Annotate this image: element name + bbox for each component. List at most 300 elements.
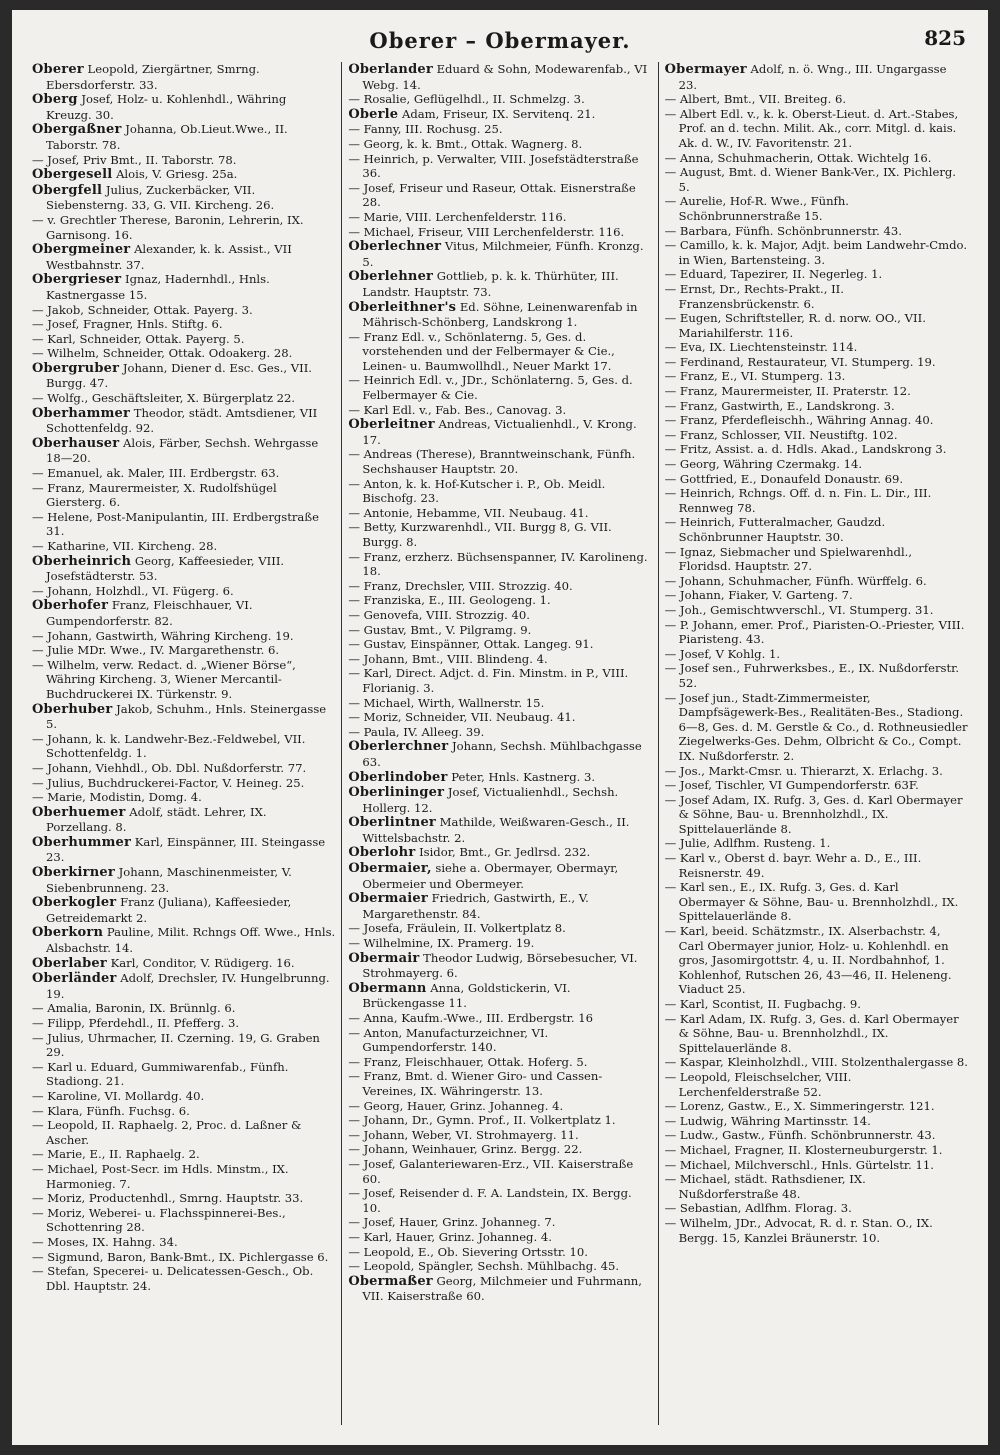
directory-entry <box>348 770 651 786</box>
entry-text: — Leopold, Fleischselcher, VIII. Lerchenfelderstraße 52. <box>664 1069 852 1099</box>
entry-text: — Karl, beeid. Schätzmstr., IX. Alserbachstr. 4, Carl Obermayer junior, Holz- u. Kohlenhdl. en gros, Jasomirgottstr. 4, u. II. Nordbahnhof, 1. Kohlenhof, Rutschen 26, 43—46, II. Heleneng. Viaduct 25. <box>664 924 952 997</box>
entry-text: — Johann, k. k. Landwehr-Bez.-Feldwebel, VII. Schottenfeldg. 1. <box>32 731 306 761</box>
entry-surname: Oberleitner <box>348 417 435 433</box>
entry-text: Ignaz, Hadernhdl., Hnls. Kastnergasse 15. <box>46 272 270 302</box>
directory-entry <box>348 300 651 330</box>
directory-entry <box>32 805 335 835</box>
column-middle <box>341 62 657 1425</box>
entry-text: — Marie, VIII. Lerchenfelderstr. 116. <box>348 209 567 224</box>
directory-entry <box>665 355 968 370</box>
directory-entry <box>665 545 968 574</box>
directory-entry <box>665 851 968 880</box>
entry-surname: Oberhauser <box>32 435 120 451</box>
directory-entry <box>348 330 651 374</box>
directory-entry <box>665 340 968 355</box>
entry-text: — Michael, Fragner, II. Klosterneuburgerstr. 1. <box>664 1142 943 1157</box>
entry-surname: Oberkorn <box>32 925 104 941</box>
entry-text: — Rosalie, Geflügelhdl., II. Schmelzg. 3. <box>348 92 585 107</box>
entry-text: Theodor, städt. Amtsdiener, VII Schottenfeldg. 92. <box>46 405 318 436</box>
entry-text: — Heinrich, p. Verwalter, VIII. Josefstädterstraße 36. <box>348 151 639 181</box>
directory-entry <box>32 925 335 955</box>
directory-entry <box>32 1118 335 1147</box>
directory-entry <box>665 997 968 1012</box>
entry-text: Theodor Ludwig, Börsebesucher, VI. Strohmayerg. 6. <box>362 950 638 981</box>
entry-text: — Julius, Buchdruckerei-Factor, V. Heineg. 25. <box>32 775 305 790</box>
entry-text: — Leopold, II. Raphaelg. 2, Proc. d. Laßner & Ascher. <box>32 1118 302 1147</box>
entry-text: — Josef, Fragner, Hnls. Stiftg. 6. <box>32 317 223 332</box>
directory-entry <box>665 92 968 107</box>
entry-surname: Oberlehner <box>348 269 434 285</box>
entry-text: — Sigmund, Baron, Bank-Bmt., IX. Pichlergasse 6. <box>32 1249 329 1264</box>
directory-entry <box>32 62 335 92</box>
directory-entry <box>32 391 335 406</box>
directory-entry <box>32 1016 335 1031</box>
entry-text: Johann, Sechsh. Mühlbachgasse 63. <box>362 739 642 769</box>
directory-entry <box>32 406 335 436</box>
directory-entry <box>348 403 651 418</box>
directory-entry <box>32 317 335 332</box>
entry-text: — Stefan, Specerei- u. Delicatessen-Gesch., Ob. Dbl. Hauptstr. 24. <box>32 1264 314 1293</box>
directory-entry <box>348 815 651 845</box>
entry-text: — Eduard, Tapezirer, II. Negerleg. 1. <box>664 267 883 282</box>
entry-text: Julius, Zuckerbäcker, VII. Siebensterng. 33, G. VII. Kircheng. 26. <box>46 182 275 213</box>
entry-text: — Ludwig, Währing Martinsstr. 14. <box>664 1113 871 1128</box>
entry-text: — Gottfried, E., Donaufeld Donaustr. 69. <box>664 471 904 486</box>
directory-entry <box>348 1259 651 1274</box>
directory-entry <box>32 1001 335 1016</box>
entry-text: — Josef Adam, IX. Rufg. 3, Ges. d. Karl Obermayer & Söhne, Bau- u. Brennholzhdl., IX. Spittelauerlände 8. <box>664 792 963 836</box>
entry-text: — Johann, Viehhdl., Ob. Dbl. Nußdorferstr. 77. <box>32 760 307 775</box>
directory-entry <box>665 793 968 837</box>
entry-text: Georg, Kaffeesieder, VIII. Josefstädterstr. 53. <box>46 553 285 584</box>
directory-entry <box>348 1245 651 1260</box>
entry-text: — Josef, Reisender d. F. A. Landstein, IX. Bergg. 10. <box>348 1186 632 1215</box>
directory-entry <box>348 696 651 711</box>
directory-entry <box>348 225 651 240</box>
entry-text: — Johann, Bmt., VIII. Blindeng. 4. <box>348 651 548 666</box>
entry-text: Friedrich, Gastwirth, E., V. Margarethenstr. 84. <box>362 891 589 921</box>
entry-text: siehe a. Obermayer, Obermayr, Obermeier und Obermeyer. <box>362 861 619 891</box>
column-right <box>658 62 974 1425</box>
entry-text: — Michael, Post-Secr. im Hdls. Minstm., IX. Harmonieg. 7. <box>32 1161 289 1191</box>
directory-entry <box>32 303 335 318</box>
directory-entry <box>348 921 651 936</box>
entry-surname: Oberhofer <box>32 598 109 614</box>
entry-text: — Moses, IX. Hahng. 34. <box>32 1234 178 1249</box>
entry-text: — v. Grechtler Therese, Baronin, Lehrerin, IX. Garnisong. 16. <box>32 212 304 242</box>
directory-entry <box>665 399 968 414</box>
directory-entry <box>665 836 968 851</box>
entry-text: — P. Johann, emer. Prof., Piaristen-O.-Priester, VIII. Piaristeng. 43. <box>664 617 965 647</box>
directory-entry <box>665 428 968 443</box>
entry-text: — Ferdinand, Restaurateur, VI. Stumperg. 19. <box>664 354 936 369</box>
entry-text: Johann, Maschinenmeister, V. Siebenbrunneng. 23. <box>46 865 292 895</box>
entry-text: — Ignaz, Siebmacher und Spielwarenhdl., Floridsd. Hauptstr. 27. <box>664 544 913 574</box>
directory-entry <box>348 373 651 402</box>
entry-text: — Betty, Kurzwarenhdl., VII. Burgg 8, G. VII. Burgg. 8. <box>348 520 612 549</box>
column-left <box>26 62 341 1425</box>
entry-text: — Karl, Schneider, Ottak. Payerg. 5. <box>32 331 245 346</box>
entry-text: — Michael, Milchverschl., Hnls. Gürtelstr. 11. <box>664 1157 934 1172</box>
directory-entry <box>348 210 651 225</box>
directory-entry <box>665 457 968 472</box>
directory-entry <box>665 1201 968 1216</box>
entry-text: — Sebastian, Adlfhm. Florag. 3. <box>664 1201 852 1216</box>
directory-entry <box>348 1230 651 1245</box>
entry-text: — Franziska, E., III. Geologeng. 1. <box>348 593 551 608</box>
entry-text: — Leopold, Spängler, Sechsh. Mühlbachg. 45. <box>348 1259 620 1274</box>
entry-text: Franz, Fleischhauer, VI. Gumpendorferstr. 82. <box>46 598 253 628</box>
entry-text: — Franz Edl. v., Schönlaterng. 5, Ges. d. vorstehenden und der Felbermayer & Cie., Leinen- u. Baumwollhdl., Neuer Markt 17. <box>348 329 615 373</box>
entry-text: — Franz, Schlosser, VII. Neustiftg. 102. <box>664 427 898 442</box>
entry-surname: Obergruber <box>32 360 120 376</box>
entry-text: — Karl, Hauer, Grinz. Johanneg. 4. <box>348 1229 552 1244</box>
directory-entry <box>665 151 968 166</box>
directory-entry <box>348 652 651 667</box>
page-header <box>12 28 988 60</box>
directory-entry <box>348 739 651 769</box>
entry-text: Alois, Färber, Sechsh. Wehrgasse 18—20. <box>46 435 319 466</box>
entry-text: Mathilde, Weißwaren-Gesch., II. Wittelsbachstr. 2. <box>362 815 630 845</box>
entry-text: — Joh., Gemischtwverschl., VI. Stumperg. 31. <box>664 602 934 617</box>
entry-text: — Katharine, VII. Kircheng. 28. <box>32 539 218 553</box>
entry-text: — Gustav, Einspänner, Ottak. Langeg. 91. <box>348 637 594 652</box>
entry-text: — Leopold, E., Ob. Sievering Ortsstr. 10. <box>348 1244 588 1259</box>
entry-text: — Josef, Galanteriewaren-Erz., VII. Kaiserstraße 60. <box>348 1156 634 1186</box>
entry-surname: Oberlininger <box>348 785 445 801</box>
entry-text: — Josef jun., Stadt-Zimmermeister, Dampfsägewerk-Bes., Realitäten-Bes., Stadiong. 6—8, Ges. d. M. Gerstle & Co., d. Rothneusiedler Ziegelwerks-Ges. Dehm, Olbricht & Co., Compt. IX. Nußdorferstr. 2. <box>664 690 968 763</box>
directory-entry <box>348 1128 651 1143</box>
directory-entry <box>32 167 335 183</box>
entry-text: Alexander, k. k. Assist., VII Westbahnstr. 37. <box>46 242 292 272</box>
entry-text: — Aurelie, Hof-R. Wwe., Fünfh. Schönbrunnerstraße 15. <box>664 194 849 223</box>
directory-entry <box>348 1099 651 1114</box>
directory-entry <box>348 936 651 951</box>
running-title: Oberer – Obermayer. <box>369 28 631 53</box>
entry-text: Johann, Diener d. Esc. Ges., VII. Burgg. 47. <box>46 360 312 391</box>
text-columns <box>26 62 974 1425</box>
directory-entry <box>348 520 651 549</box>
entry-text: Isidor, Bmt., Gr. Jedlrsd. 232. <box>419 845 591 860</box>
directory-entry <box>32 658 335 702</box>
directory-entry <box>32 1235 335 1250</box>
directory-entry <box>665 1070 968 1099</box>
directory-entry <box>348 506 651 521</box>
entry-text: Franz (Juliana), Kaffeesieder, Getreidemarkt 2. <box>46 895 292 925</box>
directory-entry <box>665 647 968 662</box>
directory-entry <box>665 691 968 764</box>
directory-entry <box>32 183 335 213</box>
entry-text: — Johann, Holzhdl., VI. Fügerg. 6. <box>32 583 234 598</box>
directory-entry <box>665 574 968 589</box>
entry-surname: Obermann <box>348 980 427 996</box>
entry-text: — Genovefa, VIII. Strozzig. 40. <box>348 607 530 622</box>
entry-text: — Franz, E., VI. Stumperg. 13. <box>664 369 846 384</box>
directory-entry <box>665 1099 968 1114</box>
directory-entry <box>32 1031 335 1060</box>
entry-text: — Wilhelm, JDr., Advocat, R. d. r. Stan. O., IX. Bergg. 15, Kanzlei Bräunerstr. 10. <box>664 1215 933 1245</box>
directory-entry <box>665 661 968 690</box>
directory-entry <box>348 92 651 107</box>
entry-surname: Obermaier, <box>348 861 432 877</box>
directory-entry <box>665 1143 968 1158</box>
entry-text: Gottlieb, p. k. k. Thürhüter, III. Landstr. Hauptstr. 73. <box>362 269 619 299</box>
entry-text: — Josef, Tischler, VI Gumpendorferstr. 63F. <box>664 778 919 793</box>
directory-entry <box>348 1215 651 1230</box>
entry-text: — Josef, Friseur und Raseur, Ottak. Eisnerstraße 28. <box>348 180 636 210</box>
entry-text: — Antonie, Hebamme, VII. Neubaug. 41. <box>348 505 589 520</box>
entry-text: — August, Bmt. d. Wiener Bank-Ver., IX. Pichlerg. 5. <box>664 165 956 194</box>
directory-entry <box>32 732 335 761</box>
directory-entry <box>665 224 968 239</box>
entry-surname: Obergesell <box>32 167 113 183</box>
directory-entry <box>348 637 651 652</box>
entry-text: — Andreas (Therese), Branntweinschank, Fünfh. Sechshauser Hauptstr. 20. <box>348 447 636 477</box>
entry-surname: Oberlaber <box>32 955 107 971</box>
entry-surname: Oberkirner <box>32 865 115 881</box>
directory-entry <box>665 107 968 151</box>
entry-text: — Heinrich, Rchngs. Off. d. n. Fin. L. Dir., III. Rennweg 78. <box>664 486 932 515</box>
directory-entry <box>665 880 968 924</box>
entry-text: — Heinrich, Futteralmacher, Gaudzd. Schönbrunner Hauptstr. 30. <box>664 515 886 544</box>
directory-entry <box>665 1216 968 1245</box>
entry-text: — Barbara, Fünfh. Schönbrunnerstr. 43. <box>664 223 902 238</box>
entry-text: Ed. Söhne, Leinenwarenfab in Mährisch-Schönberg, Landskrong 1. <box>362 299 638 330</box>
entry-text: — Franz, Maurermeister, X. Rudolfshügel Giersterg. 6. <box>32 480 277 510</box>
directory-entry <box>348 710 651 725</box>
entry-text: — Marie, Modistin, Domg. 4. <box>32 790 202 805</box>
entry-text: — Josef, V Kohlg. 1. <box>664 646 781 661</box>
directory-entry <box>32 790 335 805</box>
directory-entry <box>665 778 968 793</box>
entry-text: — Anna, Kaufm.-Wwe., III. Erdbergstr. 16 <box>348 1011 594 1025</box>
entry-surname: Oberländer <box>32 971 117 987</box>
entry-text: — Heinrich Edl. v., JDr., Schönlaterng. 5, Ges. d. Felbermayer & Cie. <box>348 373 633 403</box>
entry-text: Karl, Conditor, V. Rüdigerg. 16. <box>110 955 295 970</box>
entry-text: — Josef, Hauer, Grinz. Johanneg. 7. <box>348 1215 556 1230</box>
directory-entry <box>665 618 968 647</box>
entry-surname: Obergrieser <box>32 272 122 288</box>
directory-entry <box>32 865 335 895</box>
entry-text: — Jos., Markt-Cmsr. u. Thierarzt, X. Erlachg. 3. <box>664 763 943 778</box>
entry-surname: Oberleithner's <box>348 299 457 315</box>
directory-entry <box>665 384 968 399</box>
directory-entry <box>348 1157 651 1186</box>
directory-entry <box>348 951 651 981</box>
entry-text: — Anna, Schuhmacherin, Ottak. Wichtelg 16. <box>664 150 932 165</box>
entry-text: — Karoline, VI. Mollardg. 40. <box>32 1088 205 1103</box>
entry-text: — Marie, E., II. Raphaelg. 2. <box>32 1147 200 1162</box>
entry-text: — Franz, Pferdefleischh., Währing Annag. 40. <box>664 413 934 428</box>
directory-entry <box>32 1206 335 1235</box>
directory-entry <box>32 466 335 481</box>
directory-entry <box>348 623 651 638</box>
entry-text: — Anton, Manufacturzeichner, VI. Gumpendorferstr. 140. <box>348 1025 549 1055</box>
entry-text: — Gustav, Bmt., V. Pilgramg. 9. <box>348 622 532 637</box>
directory-entry <box>32 776 335 791</box>
entry-text: Eduard & Sohn, Modewarenfab., VI Webg. 14. <box>362 62 648 92</box>
entry-surname: Oberhummer <box>32 834 132 850</box>
directory-entry <box>32 1060 335 1089</box>
entry-surname: Obergaßner <box>32 122 122 138</box>
entry-text: Adolf, Drechsler, IV. Hungelbrunng. 19. <box>46 971 330 1001</box>
directory-entry <box>665 764 968 779</box>
directory-entry <box>32 272 335 302</box>
entry-text: — Josef, Priv Bmt., II. Taborstr. 78. <box>32 152 237 167</box>
entry-text: — Karl v., Oberst d. bayr. Wehr a. D., E., III. Reisnerstr. 49. <box>664 851 922 880</box>
directory-entry <box>32 895 335 925</box>
directory-entry <box>32 1191 335 1206</box>
directory-entry <box>32 481 335 510</box>
entry-surname: Oberle <box>348 106 399 122</box>
directory-entry <box>348 1186 651 1215</box>
entry-text: — Amalia, Baronin, IX. Brünnlg. 6. <box>32 1001 236 1016</box>
entry-surname: Oberhuber <box>32 701 113 717</box>
directory-entry <box>348 107 651 123</box>
directory-entry <box>32 539 335 554</box>
directory-entry <box>32 122 335 152</box>
directory-entry <box>348 550 651 579</box>
entry-text: Alois, V. Griesg. 25a. <box>116 167 238 182</box>
directory-entry <box>348 447 651 476</box>
entry-surname: Oberhuemer <box>32 804 126 820</box>
directory-entry <box>348 579 651 594</box>
entry-text: — Karl Edl. v., Fab. Bes., Canovag. 3. <box>348 402 567 417</box>
entry-text: — Franz, Bmt. d. Wiener Giro- und Cassen-Vereines, IX. Währingerstr. 13. <box>348 1069 603 1098</box>
entry-text: — Georg, Hauer, Grinz. Johanneg. 4. <box>348 1098 564 1113</box>
directory-entry <box>348 1026 651 1055</box>
entry-text: — Wilhelmine, IX. Pramerg. 19. <box>348 936 535 951</box>
directory-entry <box>665 194 968 223</box>
entry-text: Andreas, Victualienhdl., V. Krong. 17. <box>362 417 637 447</box>
directory-entry <box>348 891 651 921</box>
entry-text: — Michael, Friseur, VIII Lerchenfelderstr. 116. <box>348 224 625 239</box>
entry-text: — Franz, Drechsler, VIII. Strozzig. 40. <box>348 578 573 593</box>
directory-entry <box>665 1172 968 1201</box>
directory-entry <box>348 981 651 1011</box>
entry-surname: Oberlindober <box>348 769 448 785</box>
entry-text: Pauline, Milit. Rchngs Off. Wwe., Hnls. Alsbachstr. 14. <box>46 925 336 956</box>
directory-entry <box>348 477 651 506</box>
entry-text: — Julie, Adlfhm. Rusteng. 1. <box>664 836 831 851</box>
directory-entry <box>665 1114 968 1129</box>
entry-text: — Georg, Währing Czermakg. 14. <box>664 457 863 472</box>
entry-text: Josef, Holz- u. Kohlenhdl., Währing Kreuzg. 30. <box>46 92 287 122</box>
directory-entry <box>665 515 968 544</box>
directory-entry <box>665 603 968 618</box>
directory-entry <box>348 1274 651 1304</box>
entry-text: — Fritz, Assist. a. d. Hdls. Akad., Landskrong 3. <box>664 442 947 457</box>
entry-surname: Oberlechner <box>348 239 442 255</box>
directory-entry <box>665 282 968 311</box>
entry-surname: Oberheinrich <box>32 553 132 569</box>
entry-surname: Oberlintner <box>348 815 436 831</box>
directory-entry <box>665 1012 968 1056</box>
directory-entry <box>665 238 968 267</box>
directory-entry <box>348 785 651 815</box>
directory-entry <box>665 486 968 515</box>
entry-text: — Lorenz, Gastw., E., X. Simmeringerstr. 121. <box>664 1099 935 1114</box>
directory-entry <box>665 311 968 340</box>
entry-text: — Moriz, Productenhdl., Smrng. Hauptstr. 33. <box>32 1191 304 1206</box>
directory-entry <box>665 472 968 487</box>
entry-text: — Franz, Fleischhauer, Ottak. Hoferg. 5. <box>348 1054 588 1069</box>
entry-surname: Obermaier <box>348 891 428 907</box>
entry-text: — Ludw., Gastw., Fünfh. Schönbrunnerstr. 43. <box>664 1128 936 1143</box>
entry-text: — Eva, IX. Liechtensteinstr. 114. <box>664 340 858 355</box>
entry-surname: Oberlerchner <box>348 739 449 755</box>
entry-text: Vitus, Milchmeier, Fünfh. Kronzg. 5. <box>362 239 644 269</box>
entry-text: — Michael, städt. Rathsdiener, IX. Nußdorferstraße 48. <box>664 1172 866 1201</box>
entry-text: — Karl u. Eduard, Gummiwarenfab., Fünfh. Stadiong. 21. <box>32 1059 289 1089</box>
entry-text: — Jakob, Schneider, Ottak. Payerg. 3. <box>32 302 253 317</box>
directory-entry <box>32 1147 335 1162</box>
directory-entry <box>348 666 651 695</box>
directory-page <box>12 10 988 1445</box>
directory-entry <box>348 608 651 623</box>
directory-entry <box>32 213 335 242</box>
entry-text: — Emanuel, ak. Maler, III. Erdbergstr. 63. <box>32 466 280 481</box>
entry-text: — Josefa, Fräulein, II. Volkertplatz 8. <box>348 921 566 936</box>
directory-entry <box>32 1264 335 1293</box>
directory-entry <box>32 554 335 584</box>
entry-text: — Moriz, Schneider, VII. Neubaug. 41. <box>348 710 576 725</box>
directory-entry <box>665 165 968 194</box>
directory-entry <box>32 643 335 658</box>
directory-entry <box>32 956 335 972</box>
directory-entry <box>665 1158 968 1173</box>
directory-entry <box>32 629 335 644</box>
directory-entry <box>348 725 651 740</box>
directory-entry <box>32 761 335 776</box>
entry-surname: Obergmeiner <box>32 242 131 258</box>
directory-entry <box>32 971 335 1001</box>
directory-entry <box>348 122 651 137</box>
entry-text: Adolf, n. ö. Wng., III. Ungargasse 23. <box>678 62 947 92</box>
entry-text: Josef, Victualienhdl., Sechsh. Hollerg. 12. <box>362 785 619 815</box>
directory-entry <box>348 137 651 152</box>
directory-entry <box>32 835 335 865</box>
page-number: 825 <box>924 26 966 50</box>
entry-text: — Paula, IV. Alleeg. 39. <box>348 724 485 739</box>
directory-entry <box>32 598 335 628</box>
directory-entry <box>348 861 651 891</box>
directory-entry <box>665 413 968 428</box>
directory-entry <box>665 1055 968 1070</box>
entry-text: Peter, Hnls. Kastnerg. 3. <box>451 769 596 784</box>
directory-entry <box>32 584 335 599</box>
directory-entry <box>32 346 335 361</box>
entry-text: — Georg, k. k. Bmt., Ottak. Wagnerg. 8. <box>348 136 583 151</box>
directory-entry <box>32 92 335 122</box>
entry-text: — Karl, Scontist, II. Fugbachg. 9. <box>664 997 861 1011</box>
directory-entry <box>348 1055 651 1070</box>
directory-entry <box>32 242 335 272</box>
directory-entry <box>348 593 651 608</box>
directory-entry <box>32 361 335 391</box>
entry-text: — Wilhelm, verw. Redact. d. „Wiener Börse“, Währing Kircheng. 3, Wiener Mercantil-Buchdruckerei IX. Türkenstr. 9. <box>32 657 296 701</box>
entry-text: — Camillo, k. k. Major, Adjt. beim Landwehr-Cmdo. in Wien, Bartensteing. 3. <box>664 238 968 267</box>
directory-entry <box>348 1142 651 1157</box>
entry-text: — Ernst, Dr., Rechts-Prakt., II. Franzensbrückenstr. 6. <box>664 281 844 311</box>
directory-entry <box>665 267 968 282</box>
entry-text: — Karl Adam, IX. Rufg. 3, Ges. d. Karl Obermayer & Söhne, Bau- u. Brennholzhdl., IX. Spittelauerlände 8. <box>664 1011 959 1055</box>
entry-text: — Wolfg., Geschäftsleiter, X. Bürgerplatz 22. <box>32 391 296 406</box>
entry-surname: Oberlohr <box>348 845 416 861</box>
directory-entry <box>32 702 335 732</box>
directory-entry <box>32 1104 335 1119</box>
entry-text: — Albert, Bmt., VII. Breiteg. 6. <box>664 92 847 107</box>
